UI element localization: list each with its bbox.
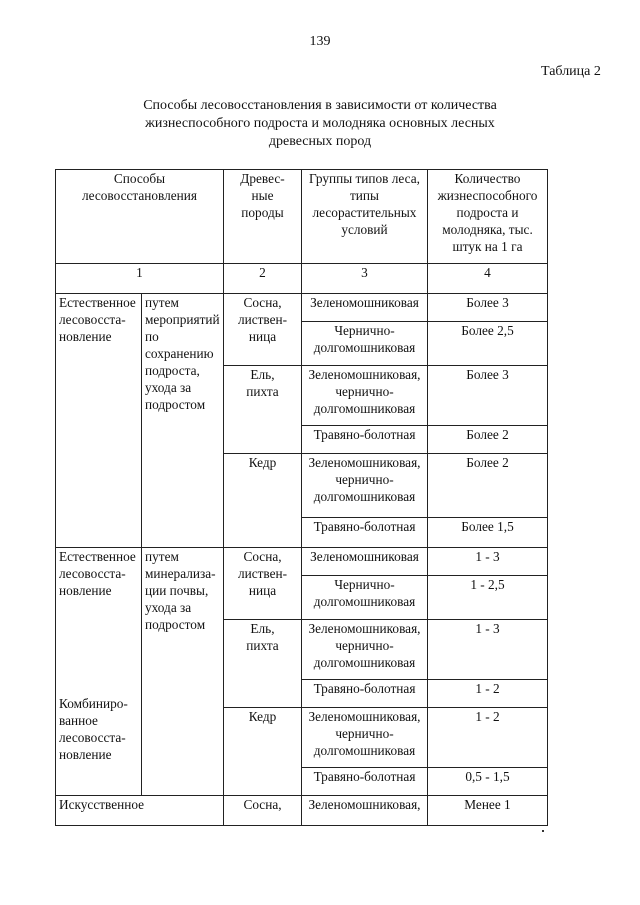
- table-cell: Зеленомошниковая: [302, 294, 428, 322]
- table-cell: Ель, пихта: [224, 620, 302, 708]
- table-cell: Более 2: [428, 454, 548, 518]
- column-number-cell: 4: [428, 264, 548, 294]
- reforestation-methods-table: [55, 169, 548, 826]
- table-cell: Более 3: [428, 366, 548, 426]
- table-cell: Зеленомошниковая: [302, 548, 428, 576]
- table-cell: Зеленомошниковая,: [302, 796, 428, 826]
- table-cell: путем мероприятий по сохранению подроста, ухода за подростом: [142, 294, 224, 548]
- scan-speck: [542, 830, 544, 832]
- table-cell: 1 - 3: [428, 548, 548, 576]
- table-cell: Сосна, листвен- ница: [224, 294, 302, 366]
- table-row: [56, 796, 548, 826]
- table-cell: Зеленомошниковая, чернично- долгомошниковая: [302, 620, 428, 680]
- header-cell: Количество жизнеспособного подроста и молодняка, тыс. штук на 1 га: [428, 170, 548, 264]
- title-line: жизнеспособного подроста и молодняка основных лесных: [145, 116, 495, 131]
- table-cell: Травяно-болотная: [302, 518, 428, 548]
- table-cell: Менее 1: [428, 796, 548, 826]
- table-cell: Более 2: [428, 426, 548, 454]
- table-cell: Кедр: [224, 454, 302, 548]
- table-cell: Естественное лесовосста- новление Комбиниро- ванное лесовосста- новление: [56, 548, 142, 796]
- table-cell: Чернично- долгомошниковая: [302, 322, 428, 366]
- column-number-row: [56, 264, 548, 294]
- page-number: 139: [309, 34, 331, 49]
- header-cell: Способы лесовосстановления: [56, 170, 224, 264]
- table-cell: Более 1,5: [428, 518, 548, 548]
- table-cell: Травяно-болотная: [302, 426, 428, 454]
- header-cell: Группы типов леса, типы лесорастительных условий: [302, 170, 428, 264]
- table-cell: Травяно-болотная: [302, 768, 428, 796]
- table-cell: путем минерализа- ции почвы, ухода за подростом: [142, 548, 224, 796]
- table-cell: Чернично- долгомошниковая: [302, 576, 428, 620]
- title-line: древесных пород: [268, 134, 372, 149]
- table-cell: Естественное лесовосста- новление: [56, 294, 142, 548]
- table-cell: Сосна,: [224, 796, 302, 826]
- column-number-cell: 3: [302, 264, 428, 294]
- table-cell: 1 - 3: [428, 620, 548, 680]
- table-cell: Более 2,5: [428, 322, 548, 366]
- table-cell: Более 3: [428, 294, 548, 322]
- table-cell: 1 - 2: [428, 708, 548, 768]
- table-cell: 1 - 2: [428, 680, 548, 708]
- column-number-cell: 2: [224, 264, 302, 294]
- table-cell: Кедр: [224, 708, 302, 796]
- table-cell: Травяно-болотная: [302, 680, 428, 708]
- table-cell: Ель, пихта: [224, 366, 302, 454]
- table-label: Таблица 2: [541, 64, 601, 79]
- table-cell: Сосна, листвен- ница: [224, 548, 302, 620]
- table-cell: Зеленомошниковая, чернично- долгомошниковая: [302, 366, 428, 426]
- table-row: [56, 294, 548, 322]
- title-line: Способы лесовосстановления в зависимости от количества: [143, 98, 497, 113]
- table-title: [140, 97, 500, 151]
- table-cell: 0,5 - 1,5: [428, 768, 548, 796]
- table-header-row: [56, 170, 548, 264]
- table-cell: Зеленомошниковая, чернично- долгомошниковая: [302, 454, 428, 518]
- table-cell: 1 - 2,5: [428, 576, 548, 620]
- table-row: [56, 548, 548, 576]
- column-number-cell: 1: [56, 264, 224, 294]
- table-cell: Искусственное: [56, 796, 224, 826]
- table-cell: Зеленомошниковая, чернично- долгомошниковая: [302, 708, 428, 768]
- header-cell: Древес- ные породы: [224, 170, 302, 264]
